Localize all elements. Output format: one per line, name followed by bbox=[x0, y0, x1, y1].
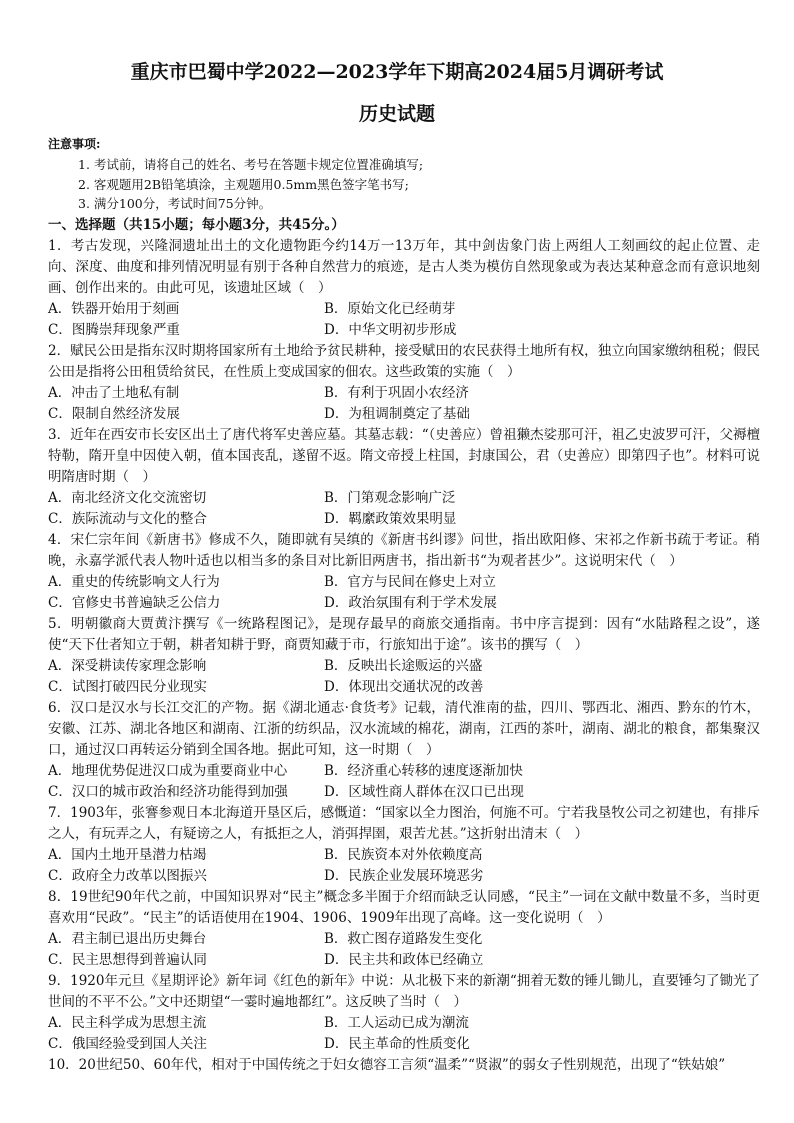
option-9a: A．民主科学成为思想主流 bbox=[48, 1015, 207, 1031]
question-stem-10: 10．20世纪50、60年代，相对于中国传统之于妇女德容工言须“温柔”“贤淑”的弱女子性别规范，出现了“铁姑娘” bbox=[48, 1057, 726, 1073]
option-1b: B．原始文化已经萌芽 bbox=[324, 301, 456, 317]
option-3c: C．族际流动与文化的整合 bbox=[48, 511, 207, 527]
exam-subject: 历史试题 bbox=[358, 103, 435, 125]
option-3b: B．门第观念影响广泛 bbox=[324, 490, 456, 506]
option-1a: A．铁器开始用于刻画 bbox=[48, 301, 180, 317]
option-8d: D．民主共和政体已经确立 bbox=[324, 952, 484, 968]
question-stem-3: 3．近年在西安市长安区出土了唐代将军史善应墓。其墓志载：“（史善应）曾祖獭杰娑那可汗，祖乙史波罗可汗，父褥檀特勒，隋开皇中因使入朝，值本国丧乱，遂留不返。隋文帝授上柱国，封康国公，君（史善应）即第四子也”。材料可说明隋唐时期（ ） bbox=[48, 427, 760, 485]
option-7d: D．民族企业发展环境恶劣 bbox=[324, 868, 484, 884]
option-6b: B．经济重心转移的速度逐渐加快 bbox=[324, 763, 523, 779]
option-4d: D．政治氛围有利于学术发展 bbox=[324, 595, 497, 611]
question-stem-1: 1．考古发现，兴隆洞遗址出土的文化遗物距今约14万一13万年，其中剑齿象门齿上两组人工刻画纹的起止位置、走向、深度、曲度和排列情况明显有别于各种自然营力的痕迹，是古人类为模仿自然现象或为表达某种意念而有意识地刻画、创作出来的。由此可见，该遗址区域（ ） bbox=[48, 238, 760, 296]
question-stem-4: 4．宋仁宗年间《新唐书》修成不久，随即就有吴缜的《新唐书纠谬》问世，指出欧阳修、宋祁之作新书疏于考证。稍晚，永嘉学派代表人物叶适也以相当多的条目对比新旧两唐书，指出新书“为观者甚少”。这说明宋代（ ） bbox=[48, 532, 760, 569]
option-2a: A．冲击了土地私有制 bbox=[48, 385, 180, 401]
option-5a: A．深受耕读传家理念影响 bbox=[48, 658, 207, 674]
notice-item: 2. 客观题用2B铅笔填涂，主观题用0.5mm黑色签字笔书写; bbox=[78, 177, 409, 192]
option-9b: B．工人运动已成为潮流 bbox=[324, 1015, 469, 1031]
option-5c: C．试图打破四民分业现实 bbox=[48, 679, 207, 695]
section-heading: 一、选择题（共15小题；每小题3分，共45分。） bbox=[48, 217, 345, 233]
option-6d: D．区域性商人群体在汉口已出现 bbox=[324, 784, 524, 800]
option-7b: B．民族资本对外依赖度高 bbox=[324, 847, 483, 863]
option-1d: D．中华文明初步形成 bbox=[324, 322, 457, 338]
option-6c: C．汉口的城市政治和经济功能得到加强 bbox=[48, 784, 288, 800]
question-stem-5: 5．明朝徽商大贾黄汴撰写《一统路程图记》，是现存最早的商旅交通指南。书中序言提到：因有“水陆路程之设”，遂使“天下仕者知立于朝，耕者知耕于野，商贾知藏于市，行旅知出于途”。该书的撰写（ ） bbox=[48, 616, 760, 653]
notice-heading: 注意事项: bbox=[48, 137, 101, 151]
exam-title: 重庆市巴蜀中学2022—2023学年下期高2024届5月调研考试 bbox=[130, 61, 664, 83]
option-8c: C．民主思想得到普遍认同 bbox=[48, 952, 207, 968]
option-4a: A．重史的传统影响文人行为 bbox=[48, 574, 220, 590]
option-8a: A．君主制已退出历史舞台 bbox=[48, 931, 207, 947]
option-6a: A．地理优势促进汉口成为重要商业中心 bbox=[48, 763, 288, 779]
option-9d: D．民主革命的性质变化 bbox=[324, 1036, 470, 1052]
option-2b: B．有利于巩固小农经济 bbox=[324, 385, 469, 401]
option-2c: C．限制自然经济发展 bbox=[48, 406, 180, 422]
option-4b: B．官方与民间在修史上对立 bbox=[324, 574, 496, 590]
option-3a: A．南北经济文化交流密切 bbox=[48, 490, 207, 506]
notice-item: 1. 考试前，请将自己的姓名、考号在答题卡规定位置准确填写; bbox=[78, 157, 424, 172]
question-stem-7: 7．1903年，张謇参观日本北海道开垦区后，感慨道：“国家以全力图治，何施不可。宁若我垦牧公司之初建也，有排斥之人，有玩弄之人，有疑谤之人，有抵拒之人，消弭捍圉，艰苦尤甚。”这折射出清末（ ） bbox=[48, 805, 760, 842]
option-5d: D．体现出交通状况的改善 bbox=[324, 679, 484, 695]
question-stem-2: 2．赋民公田是指东汉时期将国家所有土地给予贫民耕种，接受赋田的农民获得土地所有权，独立向国家缴纳租税；假民公田是指将公田租赁给贫民，在性质上变成国家的佃农。这些政策的实施（ ） bbox=[48, 343, 760, 380]
option-8b: B．救亡图存道路发生变化 bbox=[324, 931, 483, 947]
question-stem-8: 8．19世纪90年代之前，中国知识界对“民主”概念多半囿于介绍而缺乏认同感，“民主”一词在文献中数量不多，当时更喜欢用“民政”。“民主”的话语使用在1904、1906、1909年出现了高峰。这一变化说明（ ） bbox=[48, 889, 760, 926]
notice-item: 3. 满分100分，考试时间75分钟。 bbox=[78, 196, 272, 211]
option-3d: D．羁縻政策效果明显 bbox=[324, 511, 457, 527]
option-7a: A．国内土地开垦潜力枯竭 bbox=[48, 847, 207, 863]
option-2d: D．为租调制奠定了基础 bbox=[324, 406, 470, 422]
option-1c: C．图腾崇拜现象严重 bbox=[48, 322, 180, 338]
question-stem-9: 9．1920年元旦《星期评论》新年词《红色的新年》中说：从北极下来的新潮“拥着无数的锤儿锄儿，直要锤匀了锄光了世间的不平不公。”文中还期望“一霎时遍地都红”。这反映了当时（ ） bbox=[48, 973, 760, 1010]
option-9c: C．俄国经验受到国人关注 bbox=[48, 1036, 207, 1052]
question-stem-6: 6．汉口是汉水与长江交汇的产物。据《湖北通志·食货考》记载，清代淮南的盐，四川、鄂西北、湘西、黔东的竹木，安徽、江苏、湖北各地区和湖南、江浙的纺织品，汉水流域的棉花，湖南，江西的茶叶，湖南、湖北的粮食，都集聚汉口，通过汉口再转运分销到全国各地。据此可知，这一时期（ ） bbox=[48, 700, 760, 758]
option-5b: B．反映出长途贩运的兴盛 bbox=[324, 658, 483, 674]
option-4c: C．官修史书普遍缺乏公信力 bbox=[48, 595, 221, 611]
option-7c: C．政府全力改革以图振兴 bbox=[48, 868, 207, 884]
